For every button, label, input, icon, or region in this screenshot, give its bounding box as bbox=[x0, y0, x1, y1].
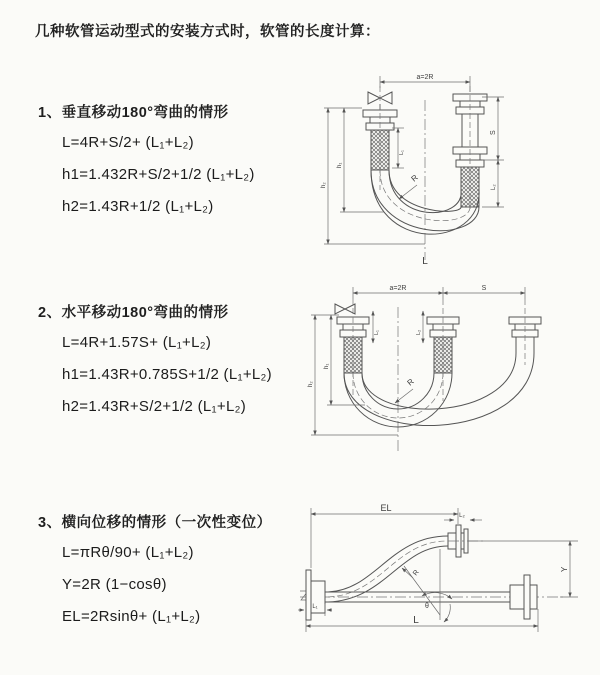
formula-l: L=4R+S/2+ (L₁+L₂) bbox=[62, 134, 194, 151]
page-title: 几种软管运动型式的安装方式时，软管的长度计算： bbox=[35, 24, 380, 40]
dim-label-h2: h₂ bbox=[308, 381, 314, 387]
dim-label-s: S bbox=[481, 285, 487, 292]
section-2 bbox=[38, 301, 318, 429]
section-3-heading: 3、横向位移的情形（一次性变位） bbox=[38, 515, 272, 531]
dimension-l bbox=[306, 609, 538, 632]
dim-label-l2: L₂ bbox=[416, 329, 422, 335]
formula-l: L=πRθ/90+ (L₁+L₂) bbox=[62, 544, 194, 561]
formula-h2: h2=1.43R+1/2 (L₁+L₂) bbox=[62, 198, 214, 215]
dimension-l1 bbox=[392, 128, 405, 168]
section-3 bbox=[38, 511, 318, 639]
dim-label-s: S bbox=[490, 130, 497, 135]
section-2-heading: 2、水平移动180°弯曲的情形 bbox=[38, 305, 229, 321]
dimension-l2 bbox=[491, 160, 498, 207]
formula-h1: h1=1.432R+S/2+1/2 (L₁+L₂) bbox=[62, 166, 255, 183]
formula-h1: h1=1.43R+0.785S+1/2 (L₁+L₂) bbox=[62, 366, 272, 383]
dim-label-theta: θ bbox=[425, 603, 429, 610]
dim-label-h1: h₁ bbox=[324, 363, 330, 369]
diagram-lateral-displacement-svg bbox=[298, 500, 595, 652]
diagram-lateral-displacement bbox=[298, 500, 595, 652]
dim-label-l1: L₁ bbox=[312, 604, 318, 610]
dimension-l2 bbox=[416, 311, 423, 343]
left-flange-fitting bbox=[306, 570, 325, 620]
dim-label-r: R bbox=[405, 376, 416, 388]
dim-label-l1: L₁ bbox=[374, 330, 380, 335]
valve-icon bbox=[335, 304, 355, 314]
dim-label-y: Y bbox=[560, 566, 569, 572]
dimension-el bbox=[311, 503, 458, 568]
dim-label-l1: L₁ bbox=[399, 150, 405, 155]
dimension-l1 bbox=[373, 311, 380, 343]
diagram-horizontal-180-bend-svg bbox=[303, 283, 598, 458]
dim-label-r: R bbox=[409, 172, 420, 184]
dim-label-el: EL bbox=[380, 503, 392, 513]
dim-label-a2r: a=2R bbox=[389, 285, 407, 292]
dim-label-l2: L₂ bbox=[491, 184, 497, 190]
diagram-vertical-180-bend-svg bbox=[312, 72, 587, 267]
radius-leader bbox=[399, 173, 420, 199]
dim-label-h1: h₁ bbox=[337, 162, 343, 168]
dimension-s bbox=[443, 285, 525, 293]
formula-h2: h2=1.43R+S/2+1/2 (L₁+L₂) bbox=[62, 398, 247, 415]
dimension-a2r bbox=[353, 285, 525, 299]
formula-y: Y=2R (1−cosθ) bbox=[62, 576, 167, 593]
formula-l: L=4R+1.57S+ (L₁+L₂) bbox=[62, 334, 212, 351]
dim-label-a2r: a=2R bbox=[416, 74, 434, 81]
section-1-heading: 1、垂直移动180°弯曲的情形 bbox=[38, 105, 229, 121]
dim-label-h2: h₂ bbox=[321, 182, 327, 188]
diagram-vertical-180-bend bbox=[312, 72, 587, 267]
dim-label-l: L bbox=[422, 256, 428, 267]
dim-label-r: R bbox=[412, 568, 421, 578]
formula-el: EL=2Rsinθ+ (L₁+L₂) bbox=[62, 608, 201, 625]
right-flange-fitting-upper bbox=[453, 94, 487, 147]
diagram-horizontal-180-bend bbox=[303, 283, 598, 458]
dim-label-l2: L₂ bbox=[459, 513, 465, 519]
dim-label-l: L bbox=[413, 615, 419, 626]
right-flange-fitting bbox=[510, 575, 537, 619]
dimension-a2r bbox=[380, 74, 470, 92]
section-1 bbox=[38, 101, 318, 229]
